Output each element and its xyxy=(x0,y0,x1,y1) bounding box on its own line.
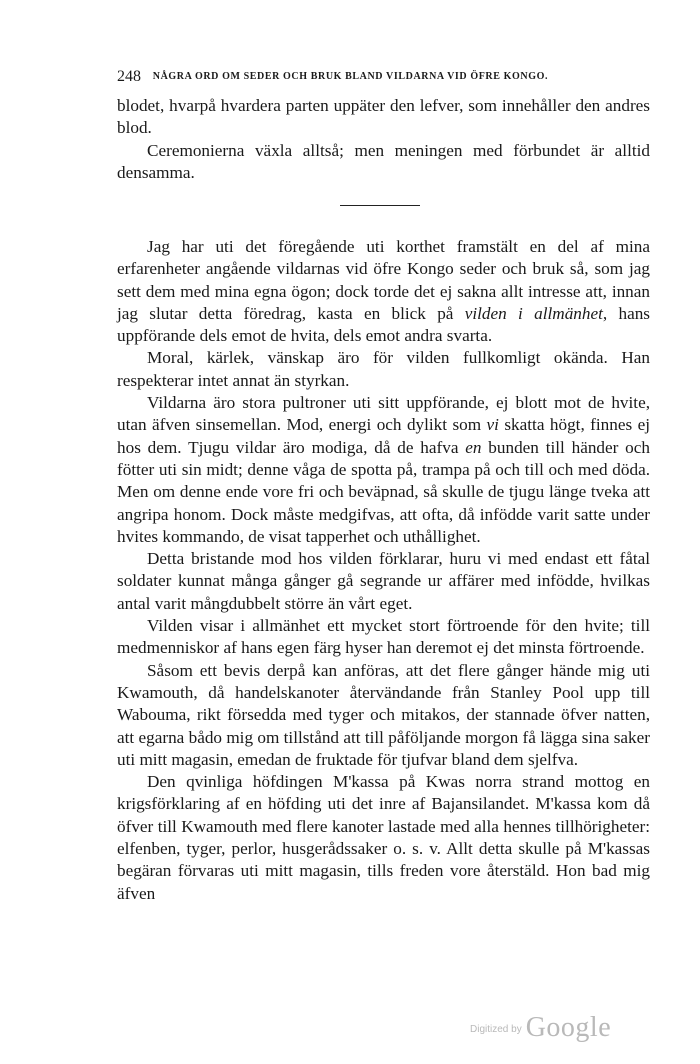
digitized-watermark xyxy=(470,1012,620,1048)
paragraph: Moral, kärlek, vänskap äro för vilden fullkomligt okända. Han respekterar intet annat än styrkan. xyxy=(117,348,650,390)
text-run: Jag har uti det föregående uti korthet framstält en del af mina erfarenheter angående vildarnas vid öfre Kongo seder och bruk så, som jag sett dem med mina egna ögon; dock torde det ej sakna allt intresse att, innan jag slutar detta föredrag, kasta en blick på xyxy=(117,237,650,323)
text-run: bunden till händer och fötter uti sin midt; denne våga de spotta på, trampa på och till och med döda. Men om denne ende vore fri och beväpnad, så skulle de tjugu länge tveka att angripa honom. Dock måste medgifvas, att ofta, då infödde varit satte under hvites kommando, de visat tapperhet och uthållighet. xyxy=(117,437,650,546)
text-run: Vildarna äro stora pultroner uti sitt uppförande, ej blott mot de hvite, utan äfven sinsemellan. Mod, energi och dylikt som xyxy=(117,393,650,435)
italic-text: vi xyxy=(486,415,499,435)
paragraph: Detta bristande mod hos vilden förklarar, huru vi med endast ett fåtal soldater kunnat många gånger gå segrande ur affärer med infödde, hvilkas antal varit mångdubbelt större än vårt eget. xyxy=(117,549,650,613)
text-run: , hans uppförande dels emot de hvita, dels emot andra svarta. xyxy=(117,303,650,346)
paragraph: Vilden visar i allmänhet ett mycket stort förtroende för den hvite; till medmenniskor af hans egen färg hyser han deremot ej det minsta förtroende. xyxy=(117,616,650,658)
continued-text-block xyxy=(117,95,650,184)
text-run: skatta högt, finnes ej hos dem. Tjugu vildar äro modiga, då de hafva xyxy=(117,415,650,457)
paragraph: Såsom ett bevis derpå kan anföras, att det flere gånger hände mig uti Kwamouth, då handelskanoter återvändande från Stanley Pool upp till Wabouma, rikt försedda med tyger och mitakos, der stannade öfver natten, att egarna bådo mig om tillstånd att till påföljande morgon få lägga sina saker uti mitt magasin, emedan de fruktade för tjufvar bland dem sjelfva. xyxy=(117,660,650,769)
page-number: 248 xyxy=(117,68,141,85)
paragraph: Ceremonierna växla alltså; men meningen med förbundet är alltid densamma. xyxy=(117,140,650,182)
paragraph: Den qvinliga höfdingen M'kassa på Kwas norra strand mottog en krigsförklaring af en höfding uti det inre af Bajansilandet. M'kassa kom då öfver till Kwamouth med flere kanoter lastade med alla hennes tillhörigheter: elfenben, tyger, perlor, husgerådssaker o. s. v. Allt detta skulle på M'kassas begäran förvaras uti mitt magasin, tills freden vore återstäld. Hon bad mig äfven xyxy=(117,772,650,903)
running-title: NÅGRA ORD OM SEDER OCH BRUK BLAND VILDARNA VID ÖFRE KONGO. xyxy=(152,71,549,82)
italic-text: en xyxy=(465,437,482,457)
paragraph: blodet, hvarpå hvardera parten uppäter den lefver, som innehåller den andres blod. xyxy=(117,96,650,138)
section-divider xyxy=(340,205,420,206)
italic-text: vilden i allmänhet xyxy=(464,303,603,323)
main-text-block xyxy=(117,236,650,905)
watermark-prefix: Digitized by xyxy=(470,1024,522,1035)
running-header xyxy=(117,68,647,88)
paragraph xyxy=(117,392,650,548)
google-logo: Google xyxy=(525,1012,612,1043)
paragraph xyxy=(117,236,650,347)
